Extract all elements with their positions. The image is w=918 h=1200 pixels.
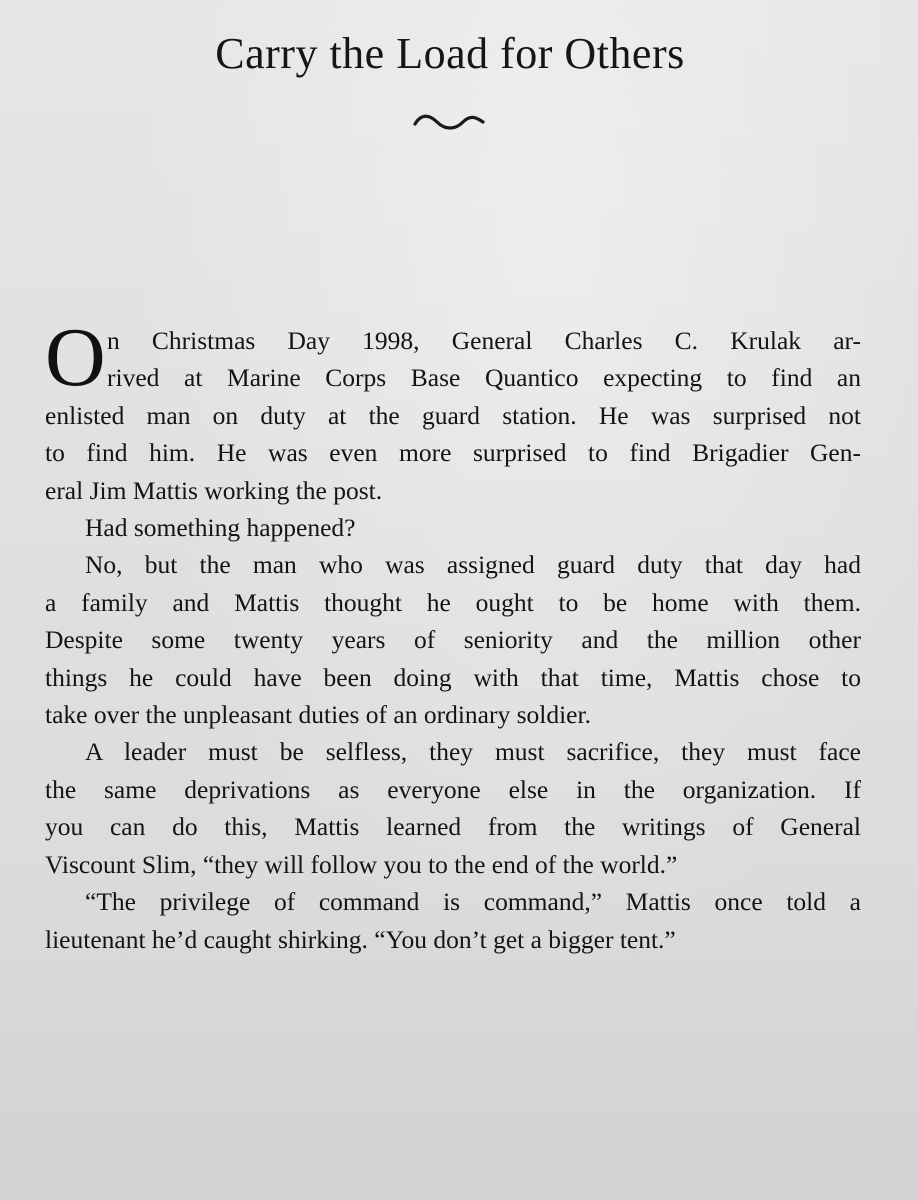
text-line: n Christmas Day 1998, General Charles C. Krulak ar-	[107, 326, 861, 355]
text-line: take over the unpleasant duties of an ordinary soldier.	[45, 700, 591, 730]
text-line: “The privilege of command is command,” Mattis once told a	[85, 887, 861, 917]
text-line: to find him. He was even more surprised to find Brigadier Gen-	[45, 438, 861, 468]
paragraph-1	[45, 311, 861, 509]
swash-ornament-icon	[411, 110, 487, 134]
text-line: a family and Mattis thought he ought to be home with them.	[45, 587, 861, 617]
text-line: No, but the man who was assigned guard duty that day had	[85, 550, 861, 580]
paragraph-2	[45, 509, 861, 546]
chapter-body	[45, 311, 861, 958]
text-line: you can do this, Mattis learned from the writings of General	[45, 812, 861, 842]
text-line: lieutenant he’d caught shirking. “You don’t get a bigger tent.”	[45, 924, 676, 954]
text-line: Viscount Slim, “they will follow you to the end of the world.”	[45, 849, 678, 879]
text-line: eral Jim Mattis working the post.	[45, 475, 383, 505]
text-line: the same deprivations as everyone else in the organization. If	[45, 774, 861, 804]
text-line: Despite some twenty years of seniority and the million other	[45, 625, 861, 655]
chapter-title: Carry the Load for Others	[215, 29, 685, 78]
text-line: Had something happened?	[85, 513, 356, 543]
drop-cap: O	[45, 311, 106, 404]
text-line: A leader must be selfless, they must sacrifice, they must face	[85, 737, 861, 767]
text-line: enlisted man on duty at the guard station. He was surprised not	[45, 400, 861, 430]
paragraph-5	[45, 883, 861, 958]
paragraph-4	[45, 733, 861, 883]
text-line: things he could have been doing with that time, Mattis chose to	[45, 662, 861, 692]
text-line: rived at Marine Corps Base Quantico expecting to find an	[107, 363, 861, 393]
paragraph-3	[45, 546, 861, 733]
